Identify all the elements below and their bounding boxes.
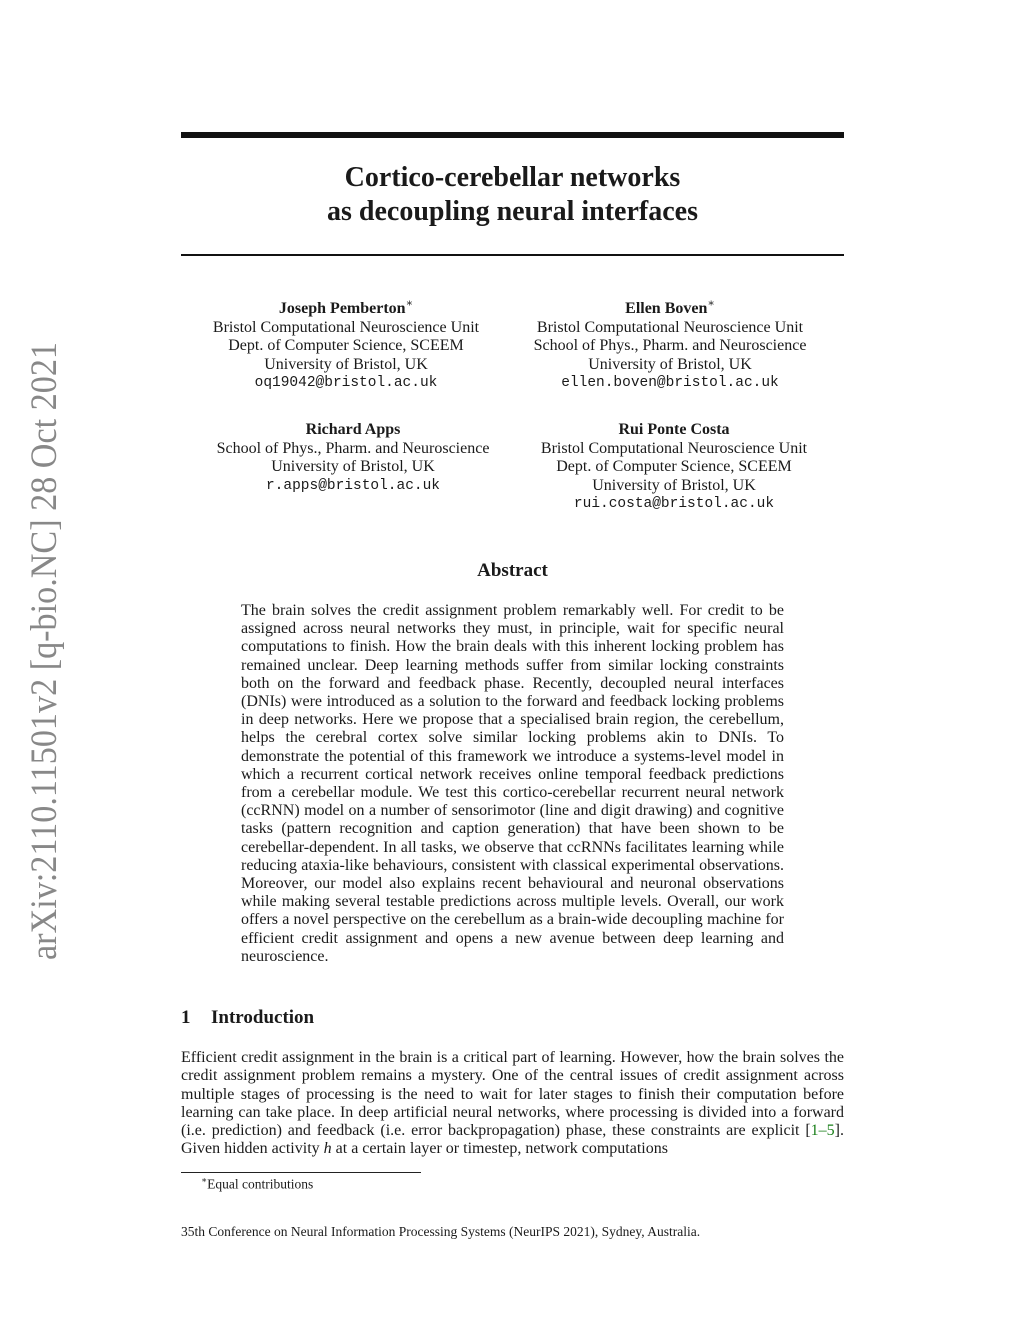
arxiv-identifier-text: arXiv:2110.11501v2 [q-bio.NC] 28 Oct 2021 xyxy=(26,340,65,960)
author-affiliation: Bristol Computational Neuroscience Unit xyxy=(536,318,804,336)
author-department: School of Phys., Pharm. and Neuroscience xyxy=(216,439,490,457)
title-bottom-rule xyxy=(181,254,844,256)
author-block-costa xyxy=(509,421,839,514)
author-affiliation: Bristol Computational Neuroscience Unit xyxy=(212,318,480,336)
section-heading-introduction xyxy=(181,1007,314,1029)
section-number: 1 xyxy=(181,1007,191,1028)
footnote-rule xyxy=(181,1172,421,1173)
author-email[interactable]: ellen.boven@bristol.ac.uk xyxy=(561,375,779,391)
title-line-1: Cortico-cerebellar networks xyxy=(344,162,681,193)
author-university: University of Bristol, UK xyxy=(592,476,756,494)
author-university: University of Bristol, UK xyxy=(271,458,435,475)
conference-footer: 35th Conference on Neural Information Processing Systems (NeurIPS 2021), Sydney, Australia. xyxy=(181,1224,701,1239)
author-university: University of Bristol, UK xyxy=(588,355,752,373)
author-name: Rui Ponte Costa xyxy=(618,421,730,438)
author-department: Dept. of Computer Science, SCEEM xyxy=(228,337,464,354)
author-department: School of Phys., Pharm. and Neuroscience xyxy=(533,337,807,354)
title-line-2: as decoupling neural interfaces xyxy=(327,196,698,227)
citation-link[interactable]: 1–5 xyxy=(810,1122,835,1140)
author-block-pemberton xyxy=(181,297,511,393)
author-email[interactable]: oq19042@bristol.ac.uk xyxy=(254,375,438,391)
author-name: Joseph Pemberton∗ xyxy=(278,297,414,317)
author-university: University of Bristol, UK xyxy=(264,355,428,373)
author-name: Ellen Boven∗ xyxy=(625,297,715,317)
author-block-boven xyxy=(505,297,835,393)
math-symbol-h: h xyxy=(323,1140,332,1158)
abstract-text: The brain solves the credit assignment problem remarkably well. For credit to be assigned across neural networks they must, in principle, wait for specific neural computations to finish. How the brain deals with this inherent locking problem has remained unclear. Deep learning methods suffer from similar locking constraints both on the forward and feedback phase. Recently, decoupled neural interfaces (DNIs) were introduced as a solution to the forward and feedback locking problems in deep networks. Here we propose that a specialised brain region, the cerebellum, helps the cerebral cortex solve similar locking problems akin to DNIs. To demonstrate the potential of this framework we introduce a systems-level model in which a recurrent cortical network receives online temporal feedback predictions from a cerebellar module. We test this cortico-cerebellar recurrent neural network (ccRNN) model on a number of sensorimotor (line and digit drawing) and cognitive tasks (pattern recognition and caption generation) that have been shown to be cerebellar-dependent. In all tasks, we observe that ccRNNs facilitates learning while reducing ataxia-like behaviours, consistent with classical experimental observations. Moreover, our model also explains recent behavioural and neuronal observations while making several testable predictions across multiple levels. Overall, our work offers a novel perspective on the cerebellum as a brain-wide decoupling machine for efficient credit assignment and opens a new avenue between deep learning and neuroscience. xyxy=(241,602,784,965)
author-email[interactable]: r.apps@bristol.ac.uk xyxy=(265,477,441,494)
title-top-rule xyxy=(181,132,844,138)
author-name: Richard Apps xyxy=(305,421,401,438)
paper-title xyxy=(181,161,844,229)
introduction-paragraph: Efficient credit assignment in the brain is a critical part of learning. However, how the brain solves the credit assignment problem remains a mystery. One of the central issues of credit assignment across multiple stages of processing is the need to wait for later stages to finish their computation before learning can take place. In deep artificial neural networks, where processing is divided into a forward (i.e. prediction) and feedback (i.e. error backpropagation) phase, these constraints are explicit [1–5]. Given hidden activity h at a certain layer or timestep, network computations xyxy=(181,1049,844,1158)
footnote-equal-contributions: ∗Equal contributions xyxy=(201,1175,314,1192)
author-department: Dept. of Computer Science, SCEEM xyxy=(556,458,792,475)
author-email[interactable]: rui.costa@bristol.ac.uk xyxy=(573,496,775,512)
section-title: Introduction xyxy=(211,1007,315,1028)
arxiv-identifier-stamp xyxy=(26,340,66,960)
author-affiliation: Bristol Computational Neuroscience Unit xyxy=(540,439,808,457)
author-block-apps xyxy=(188,421,518,495)
abstract-heading: Abstract xyxy=(477,560,548,581)
